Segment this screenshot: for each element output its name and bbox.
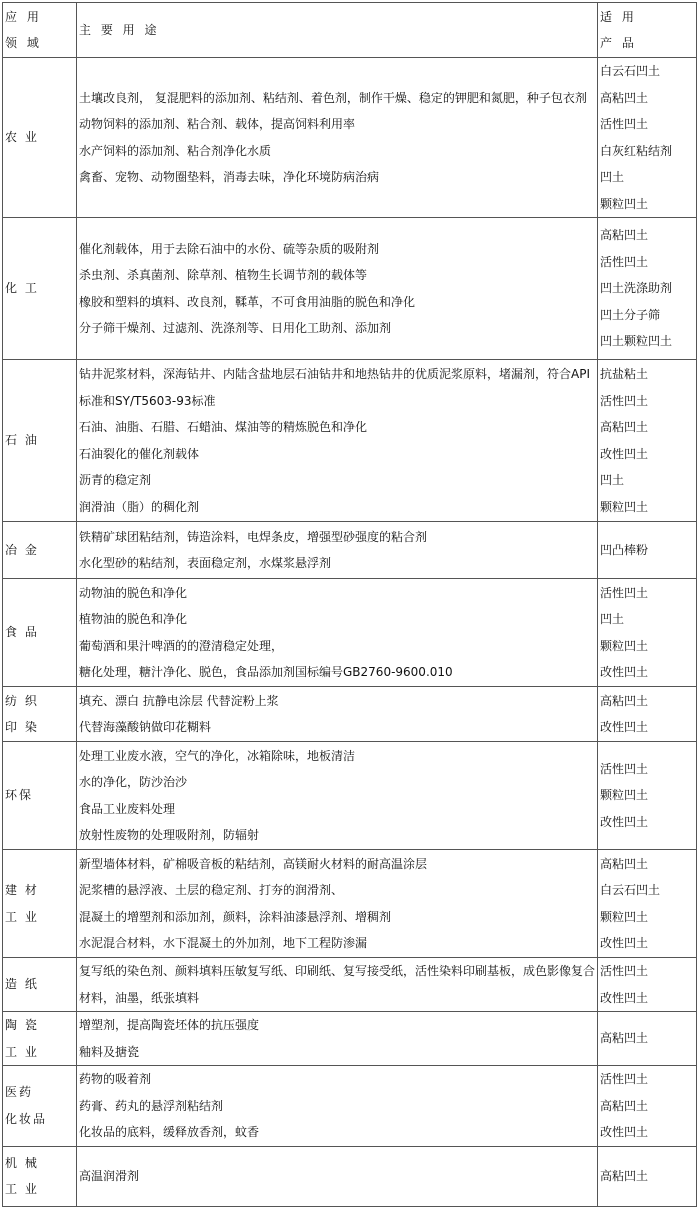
use-cell [77, 1066, 598, 1147]
field-cell [3, 1066, 77, 1147]
field-cell-line: 石 油 [5, 433, 39, 448]
product-cell-line: 活性凹土 [600, 964, 649, 978]
product-cell-line: 高粘凹土 [600, 228, 649, 243]
use-cell-line: 水化型砂的粘结剂，表面稳定剂，水煤浆悬浮剂 [79, 556, 332, 570]
use-cell-line: 药膏、药丸的悬浮剂粘结剂 [79, 1098, 224, 1113]
table-row [3, 1146, 697, 1206]
use-cell-line: 食品工业废料处理 [79, 801, 176, 816]
field-cell-line: 陶 瓷 [5, 1018, 39, 1032]
product-cell [598, 579, 697, 687]
field-cell [3, 1012, 77, 1066]
product-cell-line: 颗粒凹土 [600, 788, 649, 803]
product-cell-line: 颗粒凹土 [600, 909, 649, 924]
product-cell-line: 高粘凹土 [600, 1098, 649, 1113]
field-cell-line: 医药 [5, 1085, 34, 1100]
product-cell-line: 抗盐粘土 [600, 367, 649, 381]
use-cell [77, 1146, 598, 1206]
field-cell-line: 工 业 [5, 909, 39, 924]
product-cell-line: 高粘凹土 [600, 1168, 649, 1183]
product-cell [598, 522, 697, 579]
product-cell-line: 活性凹土 [600, 117, 649, 131]
product-cell-line: 高粘凹土 [600, 693, 649, 708]
field-cell-line: 化妆品 [5, 1111, 48, 1126]
field-cell [3, 218, 77, 360]
header-product-line: 适 用 [600, 9, 637, 24]
field-cell-line: 工 业 [5, 1044, 39, 1059]
use-cell-line: 增塑剂，提高陶瓷坯体的抗压强度 [79, 1018, 260, 1032]
header-product [598, 3, 697, 58]
table-row [3, 360, 697, 522]
field-cell-line: 工 业 [5, 1182, 39, 1196]
use-cell-line: 糖化处理，糖汁净化、脱色，食品添加剂国标编号GB2760-9600.010 [79, 665, 453, 679]
field-cell [3, 850, 77, 958]
field-cell [3, 58, 77, 218]
product-cell-line: 白云石凹土 [600, 883, 661, 897]
field-cell-line: 食 品 [5, 625, 39, 640]
product-cell [598, 687, 697, 742]
header-row [3, 3, 697, 58]
product-cell-line: 活性凹土 [600, 254, 649, 269]
use-cell-line: 泥浆槽的悬浮液、土层的稳定剂、打夯的润滑剂、 [79, 883, 344, 897]
table-row [3, 522, 697, 579]
product-cell-line: 活性凹土 [600, 761, 649, 776]
field-cell-line: 纺 织 [5, 693, 39, 708]
use-cell-line: 釉料及搪瓷 [79, 1044, 140, 1059]
use-cell-line: 石油、油脂、石腊、石蜡油、煤油等的精炼脱色和净化 [79, 420, 368, 434]
use-cell-line: 钻井泥浆材料，深海钻井、内陆含盐地层石油钻井和地热钻井的优质泥浆原料，堵漏剂，符合API标准和SY/T5603-93标准 [79, 367, 590, 408]
use-cell [77, 360, 598, 522]
product-cell-line: 凹土洗涤助剂 [600, 281, 673, 296]
table-row [3, 58, 697, 218]
header-product-line: 产 品 [600, 36, 637, 50]
field-cell-line: 印 染 [5, 720, 39, 734]
product-cell-line: 改性凹土 [600, 720, 649, 734]
use-cell-line: 混凝土的增塑剂和添加剂，颜料，涂料油漆悬浮剂、增稠剂 [79, 909, 392, 924]
table-row [3, 742, 697, 850]
use-cell-line: 禽畜、宠物、动物圈垫料，消毒去味，净化环境防病治病 [79, 170, 380, 184]
use-cell-line: 填充、漂白 抗静电涂层 代替淀粉上浆 [79, 693, 279, 708]
product-cell [598, 1012, 697, 1066]
table-row [3, 1066, 697, 1147]
table-row [3, 850, 697, 958]
use-cell [77, 1012, 598, 1066]
use-cell [77, 742, 598, 850]
product-cell-line: 凹土 [600, 473, 625, 487]
use-cell-line: 沥青的稳定剂 [79, 473, 152, 487]
field-cell-line: 造 纸 [5, 977, 39, 992]
product-cell-line: 凹土颗粒凹土 [600, 334, 673, 349]
use-cell-line: 石油裂化的催化剂载体 [79, 446, 200, 461]
use-cell [77, 850, 598, 958]
product-cell-line: 凹土 [600, 612, 625, 626]
product-cell-line: 活性凹土 [600, 1072, 649, 1086]
use-cell-line: 水产饲料的添加剂、粘合剂净化水质 [79, 143, 272, 158]
use-cell-line: 药物的吸着剂 [79, 1072, 152, 1086]
product-cell [598, 58, 697, 218]
use-cell-line: 动物饲料的添加剂、粘合剂、载体，提高饲料利用率 [79, 117, 356, 131]
use-cell-line: 葡萄酒和果汁啤酒的的澄清稳定处理， [79, 638, 284, 653]
header-field-line: 领 域 [5, 36, 42, 50]
use-cell-line: 催化剂载体，用于去除石油中的水份、硫等杂质的吸附剂 [79, 241, 380, 256]
use-cell [77, 218, 598, 360]
product-cell-line: 改性凹土 [600, 990, 649, 1005]
header-use [77, 3, 598, 58]
field-cell [3, 522, 77, 579]
product-cell-line: 改性凹土 [600, 446, 649, 461]
product-cell [598, 742, 697, 850]
product-cell-line: 活性凹土 [600, 585, 649, 600]
use-cell-line: 分子筛干燥剂、过滤剂、洗涤剂等、日用化工助剂、添加剂 [79, 321, 392, 335]
table-body [3, 58, 697, 1207]
field-cell-line: 建 材 [5, 883, 39, 897]
field-cell-line: 环保 [5, 788, 34, 803]
table-row [3, 218, 697, 360]
use-cell [77, 958, 598, 1012]
product-cell-line: 高粘凹土 [600, 90, 649, 105]
product-cell-line: 颗粒凹土 [600, 638, 649, 653]
field-cell-line: 机 械 [5, 1155, 39, 1170]
product-cell [598, 1146, 697, 1206]
product-cell-line: 颗粒凹土 [600, 499, 649, 514]
use-cell [77, 687, 598, 742]
use-cell-line: 处理工业废水液，空气的净化，冰箱除味，地板清洁 [79, 748, 356, 763]
table-row [3, 1012, 697, 1066]
use-cell-line: 水的净化，防沙治沙 [79, 775, 188, 789]
use-cell-line: 高温润滑剂 [79, 1168, 140, 1183]
product-cell-line: 凹土 [600, 170, 625, 184]
use-cell-line: 铁精矿球团粘结剂，铸造涂料，电焊条皮，增强型砂强度的粘合剂 [79, 529, 428, 544]
product-cell-line: 高粘凹土 [600, 856, 649, 871]
use-cell-line: 代替海藻酸钠做印花糊料 [79, 720, 212, 734]
field-cell-line: 农 业 [5, 130, 39, 145]
product-cell-line: 白灰红粘结剂 [600, 143, 673, 158]
product-cell [598, 958, 697, 1012]
product-cell-line: 改性凹土 [600, 665, 649, 679]
use-cell-line: 润滑油（脂）的稠化剂 [79, 499, 200, 514]
use-cell-line: 新型墙体材料，矿棉吸音板的粘结剂，高镁耐火材料的耐高温涂层 [79, 856, 428, 871]
field-cell [3, 958, 77, 1012]
product-cell [598, 218, 697, 360]
use-cell-line: 土壤改良剂， 复混肥料的添加剂、粘结剂、着色剂，制作干燥、稳定的钾肥和氮肥，种子包衣剂 [79, 90, 587, 105]
table-row [3, 958, 697, 1012]
product-cell-line: 颗粒凹土 [600, 196, 649, 211]
table-row [3, 579, 697, 687]
use-cell-line: 动物油的脱色和净化 [79, 585, 188, 600]
product-cell-line: 凹土分子筛 [600, 307, 661, 322]
application-table [2, 2, 697, 1207]
product-cell [598, 850, 697, 958]
header-use-label: 主 要 用 途 [79, 22, 160, 37]
field-cell-line: 冶 金 [5, 542, 39, 557]
use-cell-line: 化妆品的底料，缓释放香剂，蚊香 [79, 1125, 260, 1139]
product-cell-line: 白云石凹土 [600, 64, 661, 78]
use-cell-line: 放射性废物的处理吸附剂，防辐射 [79, 828, 260, 842]
product-cell-line: 改性凹土 [600, 814, 649, 829]
product-cell-line: 凹凸棒粉 [600, 542, 649, 557]
field-cell [3, 360, 77, 522]
field-cell [3, 742, 77, 850]
use-cell [77, 58, 598, 218]
table-row [3, 687, 697, 742]
product-cell-line: 活性凹土 [600, 393, 649, 408]
use-cell-line: 杀虫剂、杀真菌剂、除草剂、植物生长调节剂的载体等 [79, 268, 368, 282]
product-cell-line: 改性凹土 [600, 936, 649, 950]
product-cell [598, 360, 697, 522]
field-cell [3, 1146, 77, 1206]
field-cell [3, 579, 77, 687]
field-cell-line: 化 工 [5, 281, 39, 296]
use-cell [77, 522, 598, 579]
use-cell [77, 579, 598, 687]
use-cell-line: 复写纸的染色剂、颜料填料压敏复写纸、印刷纸、复写接受纸，活性染料印刷基板，成色影像复合材料，油墨，纸张填料 [79, 964, 596, 1005]
product-cell [598, 1066, 697, 1147]
product-cell-line: 高粘凹土 [600, 1031, 649, 1046]
use-cell-line: 水泥混合材料，水下混凝土的外加剂，地下工程防渗漏 [79, 936, 368, 950]
header-field-line: 应 用 [5, 9, 42, 24]
header-field [3, 3, 77, 58]
use-cell-line: 橡胶和塑料的填料、改良剂，鞣革，不可食用油脂的脱色和净化 [79, 294, 416, 309]
field-cell [3, 687, 77, 742]
use-cell-line: 植物油的脱色和净化 [79, 612, 188, 626]
product-cell-line: 高粘凹土 [600, 420, 649, 434]
product-cell-line: 改性凹土 [600, 1125, 649, 1139]
